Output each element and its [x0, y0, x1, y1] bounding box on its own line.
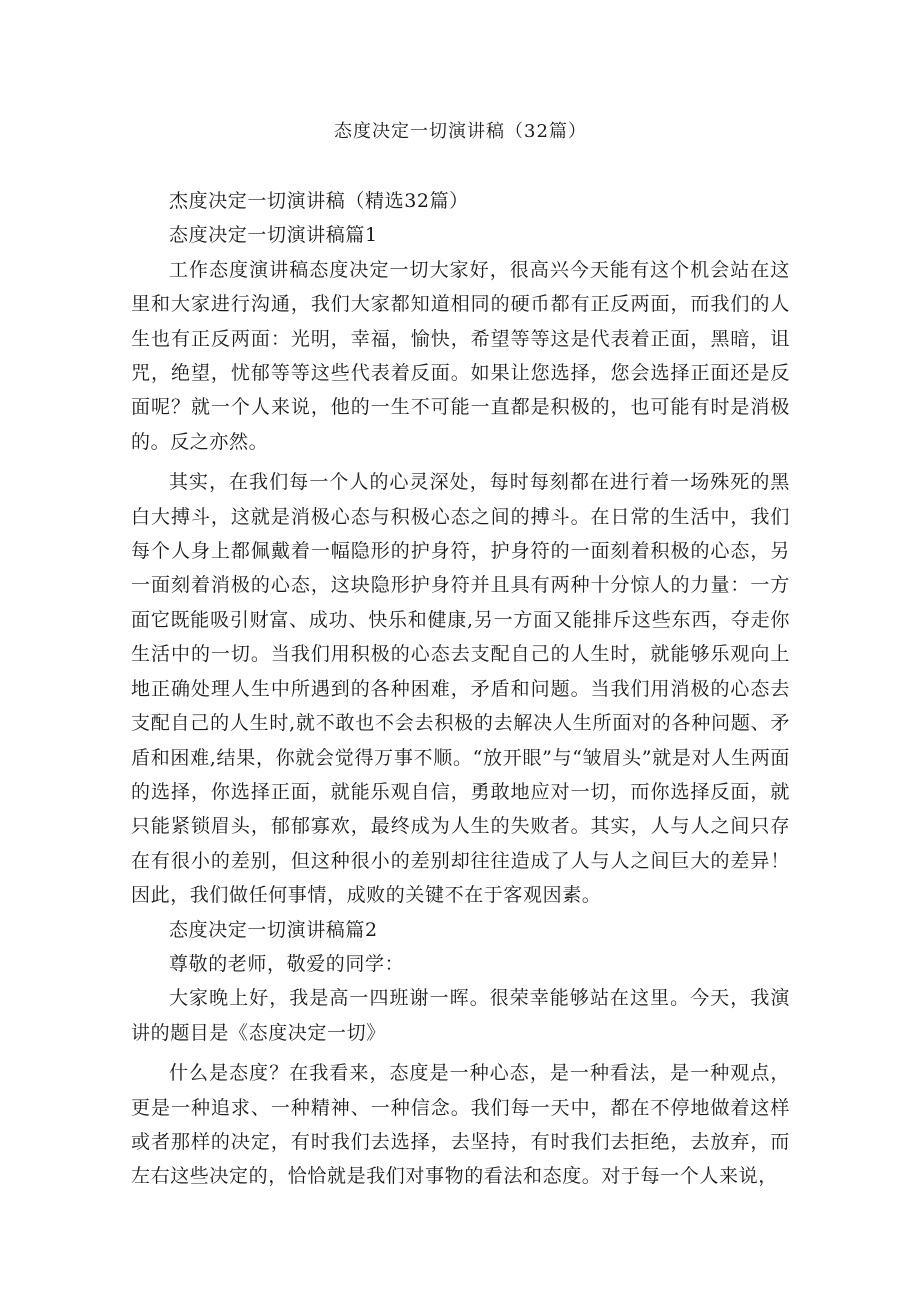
subtitle-heading: 杰度决定一切演讲稿（精选32篇） — [169, 190, 469, 212]
body-paragraph: 大家晚上好，我是高一四班谢一晖。很荣幸能够站在这里。今天，我演讲的题目是《态度决定一切》 — [131, 987, 790, 1044]
section-heading-2: 态度决定一切演讲稿篇2 — [169, 918, 378, 941]
document-title: 态度决定一切演讲稿（32篇） — [334, 121, 587, 142]
body-paragraph: 工作态度演讲稿态度决定一切大家好，很高兴今天能有这个机会站在这里和大家进行沟通，我们大家都知道相同的硬币都有正反两面，而我们的人生也有正反两面：光明，幸福，愉快，希望等等这是代表着正面，黑暗，诅咒，绝望，忧郁等等这些代表着反面。如果让您选择，您会选择正面还是反面呢？就一个人来说，他的一生不可能一直都是积极的，也可能有时是消极的。反之亦然。 — [131, 258, 790, 453]
body-paragraph: 其实，在我们每一个人的心灵深处，每时每刻都在进行着一场殊死的黑白大搏斗，这就是消极心态与积极心态之间的搏斗。在日常的生活中，我们每个人身上都佩戴着一幅隐形的护身符，护身符的一面刻着积极的心态，另一面刻着消极的心态，这块隐形护身符并且具有两种十分惊人的力量：一方面它既能吸引财富、成功、快乐和健康,另一方面又能排斥这些东西，夺走你生活中的一切。当我们用积极的心态去支配自己的人生时，就能够乐观向上地正确处理人生中所遇到的各种困难，矛盾和问题。当我们用消极的心态去支配自己的人生时,就不敢也不会去积极的去解决人生所面对的各种问题、矛盾和困难,结果，你就会觉得万事不顺。“放开眼”与“皱眉头”就是对人生两面的选择，你选择正面，就能乐观自信，勇敢地应对一切，而你选择反面，就只能紧锁眉头，郁郁寡欢，最终成为人生的失败者。其实，人与人之间只存在有很小的差别，但这种很小的差别却往往造成了人与人之间巨大的差异！因此，我们做任何事情，成败的关键不在于客观因素。 — [131, 471, 790, 907]
section-heading-1: 态度决定一切演讲稿篇1 — [169, 224, 378, 247]
document-body — [131, 184, 790, 1194]
body-paragraph: 尊敬的老师，敬爱的同学： — [169, 952, 405, 975]
body-paragraph: 什么是态度？在我看来，态度是一种心态，是一种看法，是一种观点，更是一种追求、一种精神、一种信念。我们每一天中，都在不停地做着这样或者那样的决定，有时我们去选择，去坚持，有时我们去拒绝，去放弃，而左右这些决定的，恰恰就是我们对事物的看法和态度。对于每一个人来说， — [131, 1062, 790, 1188]
